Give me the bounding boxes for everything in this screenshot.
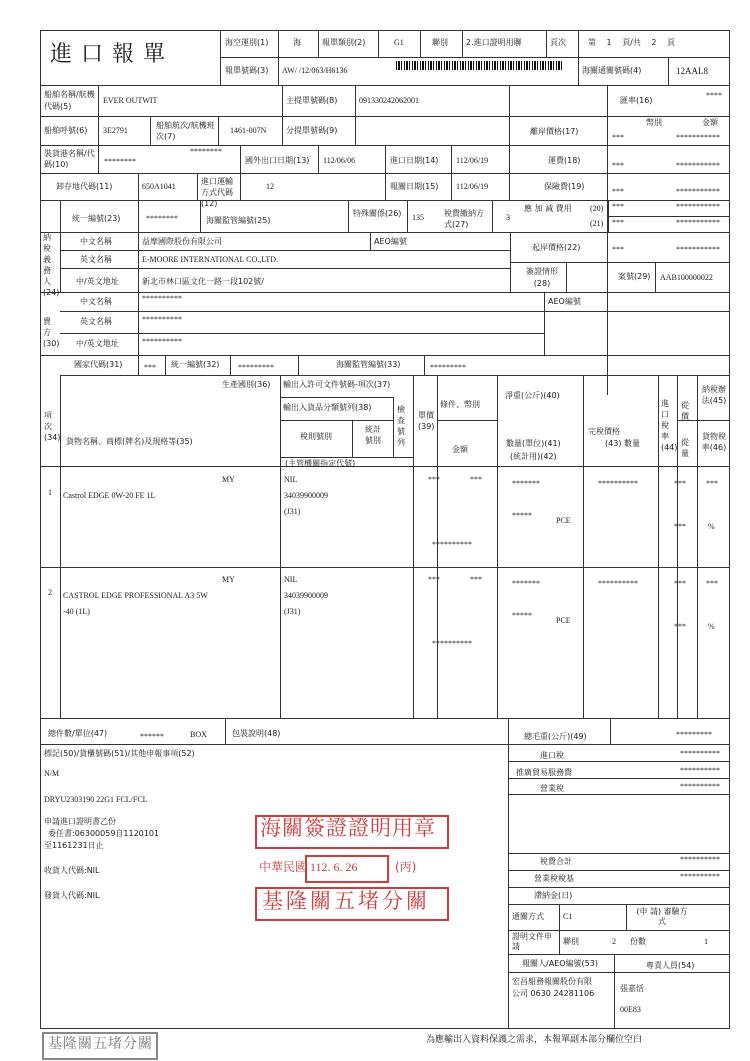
item-agency-code: (J31) — [284, 507, 301, 516]
country-value: *** — [144, 363, 156, 372]
clearance-value: C1 — [563, 912, 573, 921]
item-weight: ******* — [512, 479, 540, 488]
vessel-label: 船舶名稱/航機代碼(5) — [44, 90, 95, 111]
import-duty-label: 進口稅 — [540, 751, 564, 760]
special-value: 135 — [412, 213, 424, 222]
importer-en-name-value: E-MOORE INTERNATIONAL CO.,LTD. — [142, 255, 279, 264]
country-label: 國家代碼(31) — [74, 360, 123, 369]
item-qty: ***** — [512, 511, 532, 520]
tax-total-label: 稅費合計 — [540, 857, 572, 866]
importer-en-name-label: 英文名稱 — [80, 255, 112, 264]
stamp-date-prefix: 中華民國 — [259, 860, 308, 874]
item-amount: ********** — [432, 639, 472, 648]
fob-label: 離岸價格(17) — [530, 127, 579, 136]
loading-label: 裝貨港名稱/代碼(10) — [44, 149, 95, 169]
rate-value: **** — [706, 91, 722, 100]
amount-label: 金額 — [702, 118, 718, 127]
adjust-21-amount: *********** — [676, 218, 720, 227]
page-label: 頁次 — [550, 38, 566, 47]
cif-currency: *** — [612, 245, 624, 254]
seller-addr-label: 中/英文地址 — [76, 339, 119, 348]
decl-no-label: 報單號碼(3) — [225, 66, 269, 75]
trade-fee-value: ********** — [680, 766, 720, 775]
unit-price-label: 單價(39) — [418, 411, 435, 431]
stamp-suffix: (丙) — [395, 860, 417, 874]
container-number: DRYU2303190 22G1 FCL/FCL — [44, 795, 148, 804]
fob-amount: *********** — [676, 133, 720, 142]
adjust-20-currency: *** — [612, 202, 624, 211]
business-tax-label: 營業稅 — [540, 784, 564, 793]
inspect-label: 檢查號列 — [397, 405, 405, 447]
air-sea-label: 海空運別(1) — [225, 38, 269, 47]
item-amount: ********** — [432, 540, 472, 549]
item-unit: PCE — [556, 616, 571, 625]
item-desc: CASTROL EDGE PROFESSIONAL A3 5W — [63, 591, 208, 600]
item-qty: ***** — [512, 611, 532, 620]
barcode — [396, 61, 564, 70]
decl-no-value: AW/ /12/063/H6136 — [282, 66, 348, 75]
qty-label: 數量(單位)(41) — [506, 439, 561, 448]
item-desc-2: -40 (1L) — [63, 607, 90, 616]
insurance-amount: *********** — [676, 187, 720, 196]
transport-label: 進口運輸方式代碼(12) — [201, 177, 233, 208]
item-tax: *** — [706, 579, 718, 588]
export-date-label: 國外出口日期(13) — [245, 156, 310, 165]
seller-en-name-value: ********** — [142, 315, 182, 324]
import-duty-value: ********** — [680, 749, 720, 758]
tax-base-label: 營業稅稅基 — [534, 874, 574, 883]
item-weight: ******* — [512, 579, 540, 588]
stamp-top-text: 海關簽證證明用章 — [260, 816, 436, 840]
item-no: 1 — [48, 488, 52, 497]
freight-amount: *********** — [676, 161, 720, 170]
tax-method-value: 3 — [506, 213, 510, 222]
warehouse-value: 650A1041 — [142, 182, 176, 191]
item-terms: *** — [428, 575, 440, 584]
insurance-label: 保險費(19) — [544, 182, 585, 191]
item-rate: *** — [674, 579, 686, 588]
case-value: AAB100000022 — [660, 273, 713, 282]
importer-side-label: 納稅義務人(24) — [43, 233, 60, 297]
footer-note: 為應輸出入資料保護之需求，本報單副本部分欄位空白 — [426, 1035, 643, 1045]
broker-name: 宏昌船務報關股份有限 — [512, 977, 592, 986]
warehouse-label: 卸存地代碼(11) — [56, 182, 113, 191]
importer-cn-name-label: 中文名稱 — [80, 237, 112, 246]
pkg-desc-label: 包裝說明(48) — [232, 729, 281, 738]
apply-method-label: (申 請) 審驗方式 — [636, 907, 688, 926]
callsign-value: 3E2791 — [103, 126, 128, 135]
hbl-label: 分提單號碼(9) — [286, 126, 338, 135]
importer-customs-mgmt-label: 海關監管編號(25) — [206, 216, 271, 225]
item-rate: *** — [674, 479, 686, 488]
doc-type-value: G1 — [394, 38, 404, 47]
cert-copy-label: 聯別 — [563, 937, 579, 946]
receiver-code: 收貨人代碼:NIL — [44, 866, 100, 875]
item-origin: MY — [222, 475, 235, 484]
marks-line-3: 至1161231日止 — [44, 841, 104, 850]
insurance-currency: *** — [612, 187, 624, 196]
gross-weight-value: ********* — [676, 730, 712, 739]
mbl-label: 主提單號碼(8) — [286, 96, 338, 105]
net-weight-label: 淨重(公斤)(40) — [505, 391, 560, 400]
import-date-value: 112/06/19 — [456, 156, 489, 165]
tax-base-value: ********** — [680, 872, 720, 881]
item-origin: MY — [222, 575, 235, 584]
freight-label: 運費(18) — [548, 156, 581, 165]
fob-currency: *** — [612, 133, 624, 142]
case-label: 案號(29) — [618, 272, 651, 281]
marks-label: 標記(50)/貨櫃號碼(51)/其他申報事項(52) — [44, 749, 195, 758]
item-currency: *** — [470, 575, 482, 584]
import-rate-label: 進口稅率(44) — [661, 399, 678, 452]
dutiable-label: 完稅價格 — [588, 427, 620, 436]
seller-cn-name-label: 中文名稱 — [80, 297, 112, 306]
item-dutiable: ********** — [598, 579, 638, 588]
seller-addr-value: ********** — [142, 337, 182, 346]
item-agency-code: (J31) — [284, 607, 301, 616]
marks-nm: N/M — [44, 769, 60, 778]
item-no-label: 項次(34) — [44, 411, 61, 442]
tax-method-label: 稅費繳納方式(27) — [444, 209, 484, 229]
pkg-value: ****** — [140, 732, 164, 741]
agent-code: 00E83 — [620, 1005, 641, 1014]
broker-label: 報關人/AEO編號(53) — [522, 959, 598, 968]
broker-code: 公司 0630 24281106 — [512, 989, 595, 998]
cert-count-value: 1 — [704, 937, 708, 946]
gross-weight-label: 總毛重(公斤)(49) — [524, 732, 587, 741]
seller-aeo-label: AEO編號 — [548, 297, 581, 306]
sign-label: 簽證情形(28) — [526, 267, 558, 288]
cif-amount: *********** — [676, 245, 720, 254]
desc-label: 貨物名稱、商標(牌名)及規格等(35) — [66, 437, 193, 446]
seller-ubn-label: 統一編號(32) — [171, 360, 220, 369]
stat-label: 統計號別 — [365, 425, 381, 445]
adjust-label: 應 加 減 費用 — [524, 204, 572, 213]
business-tax-value: ********** — [680, 782, 720, 791]
freight-currency: *** — [612, 161, 624, 170]
dutiable-qty-label: (43) 數量 — [605, 439, 640, 448]
classification-label: 輸出入貨品分類號列(38) — [283, 403, 372, 412]
cif-label: 起岸價格(22) — [532, 243, 581, 252]
loading-value: ******** — [104, 157, 136, 166]
footer-stamp-text: 基隆關五堵分關 — [48, 1036, 153, 1052]
item-permit: NIL — [284, 475, 298, 484]
adjust-21-label: (21) — [590, 219, 604, 228]
currency-label: 幣別 — [646, 118, 662, 127]
adjust-20-label: (20) — [590, 204, 604, 213]
seller-en-name-label: 英文名稱 — [80, 317, 112, 326]
specific-label: 從量 — [681, 438, 689, 458]
stamp-bottom-text: 基隆關五堵分關 — [262, 889, 430, 913]
voyage-value: 1461-007N — [230, 126, 267, 135]
pkg-unit: BOX — [190, 730, 207, 739]
agency-label: (主管機關指定代號) — [285, 459, 356, 468]
seller-side-label: 賣方(30) — [43, 317, 60, 348]
ad-valorem-label: 從價 — [681, 401, 689, 421]
importer-addr-value: 新北市林口區文化一路一段102號/ — [142, 277, 264, 286]
import-date-label: 進口日期(14) — [390, 156, 439, 165]
mbl-value: 091330242062001 — [359, 96, 419, 105]
item-tax: *** — [706, 479, 718, 488]
importer-cn-name-value: 益摩國際股份有限公司 — [142, 237, 222, 246]
importer-addr-label: 中/英文地址 — [76, 277, 119, 286]
marks-line-2: 委任書:06300059自1120101 — [48, 829, 160, 838]
goods-tax-label: 貨物稅率(46) — [701, 432, 727, 452]
voyage-label: 船舶航次/航機班次(7) — [156, 121, 215, 141]
report-date-value: 112/06/19 — [456, 182, 489, 191]
item-no: 2 — [48, 588, 52, 597]
seller-cn-name-value: ********** — [142, 294, 182, 303]
callsign-label: 船舶呼號(6) — [44, 126, 88, 135]
stat-qty-label: (統計用)(42) — [510, 452, 557, 461]
item-dutiable: ********** — [598, 479, 638, 488]
loading-extra: ******** — [190, 147, 222, 156]
air-sea-value: 海 — [293, 38, 301, 47]
item-unit: PCE — [556, 516, 571, 525]
copy-label: 聯別 — [432, 38, 448, 47]
stamp-date: 112. 6. 26 — [310, 860, 358, 874]
origin-label: 生產國別(36) — [222, 380, 271, 389]
adjust-20-amount: *********** — [676, 202, 720, 211]
report-date-label: 報關日期(15) — [390, 182, 439, 191]
seller-ubn-value: ********* — [238, 363, 274, 372]
item-percent: % — [708, 622, 715, 631]
tax-method-col-label: 納稅辦法(45) — [701, 385, 727, 405]
cert-count-label: 份數 — [630, 937, 646, 946]
item-rate-2: *** — [674, 522, 686, 531]
late-fee-label: 滯納金(日) — [534, 891, 573, 900]
item-rate-2: *** — [674, 622, 686, 631]
adjust-21-currency: *** — [612, 218, 624, 227]
item-desc: Castrol EDGE 0W-20 FE 1L — [63, 491, 156, 500]
doc-type-label: 報單類別(2) — [322, 38, 366, 47]
cert-doc-label: 證明文件申請 — [512, 932, 552, 951]
item-hs-code: 34039900009 — [284, 591, 328, 600]
clearance-label: 通關方式 — [512, 912, 544, 921]
tax-total-value: ********** — [680, 855, 720, 864]
page-number: 第 1 頁/共 2 頁 — [588, 38, 676, 47]
transport-value: 12 — [266, 182, 274, 191]
agent-label: 專責人員(54) — [646, 961, 695, 970]
seller-customs-mgmt-value: ********* — [430, 363, 466, 372]
item-hs-code: 34039900009 — [284, 491, 328, 500]
copy-value: 2.進口證明用聯 — [466, 38, 522, 47]
importer-ubn-label: 統一編號(23) — [72, 214, 121, 223]
cert-copy-value: 2 — [612, 937, 616, 946]
shipper-code: 發貨人代碼:NIL — [44, 891, 100, 900]
pkg-label: 總件數/單位(47) — [48, 729, 108, 738]
page-title: 進口報單 — [50, 42, 175, 67]
amount-col-label: 金額 — [452, 445, 468, 454]
rate-label: 匯率(16) — [620, 96, 653, 105]
marks-line-1: 申請進口證明書乙份 — [44, 817, 116, 826]
customs-no-value: 12AAL8 — [676, 66, 708, 76]
item-terms: *** — [428, 475, 440, 484]
permit-label: 輸出入許可文件號碼-項次(37) — [283, 380, 391, 389]
terms-label: 條件、幣別 — [440, 400, 480, 409]
export-date-value: 112/06/06 — [323, 156, 356, 165]
special-label: 特殊關係(26) — [353, 209, 402, 218]
importer-ubn-value: ******** — [146, 214, 178, 223]
vessel-value: EVER OUTWIT — [103, 96, 158, 105]
tariff-label: 稅則號別 — [300, 432, 332, 441]
item-currency: *** — [470, 475, 482, 484]
seller-customs-mgmt-label: 海關監管編號(33) — [336, 360, 401, 369]
customs-no-label: 海關通關號碼(4) — [582, 66, 642, 75]
item-permit: NIL — [284, 575, 298, 584]
trade-fee-label: 推廣貿易服務費 — [516, 768, 572, 777]
item-percent: % — [708, 522, 715, 531]
importer-aeo-label: AEO編號 — [374, 237, 407, 246]
agent-name: 張嘉恬 — [620, 984, 644, 993]
